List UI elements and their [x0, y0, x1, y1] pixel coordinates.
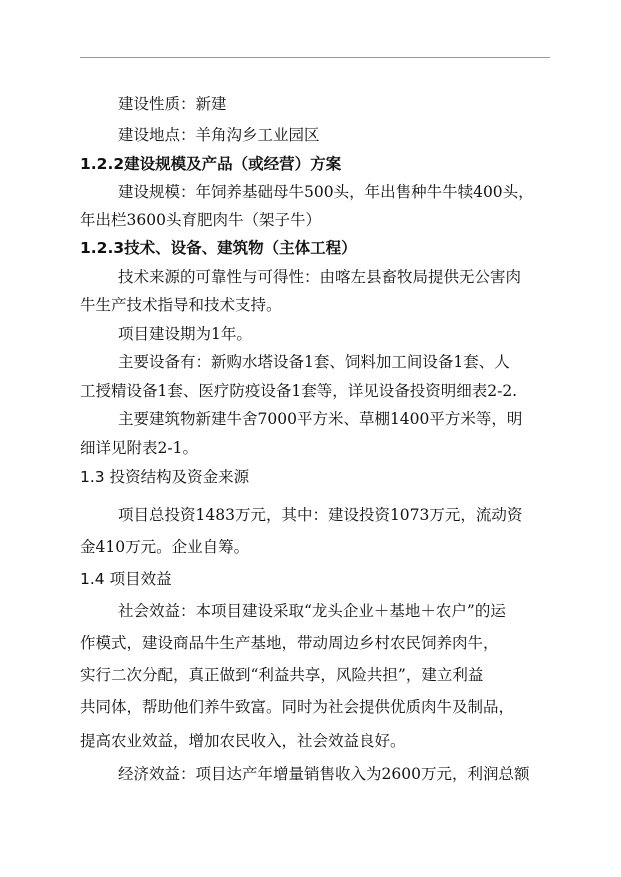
text-line: 项目建设期为1年。 [118, 325, 252, 343]
text-line: 工授精设备1套、医疗防疫设备1套等，详见设备投资明细表2-2. [80, 382, 518, 400]
section-heading: 1.3 投资结构及资金来源 [80, 468, 250, 486]
text-line: 建设地点：羊角沟乡工业园区 [118, 126, 320, 144]
text-line: 项目总投资1483万元，其中：建设投资1073万元，流动资 [118, 506, 523, 524]
text-line: 经济效益：项目达产年增量销售收入为2600万元，利润总额 [118, 765, 530, 783]
section-heading: 1.4 项目效益 [80, 570, 172, 588]
text-line: 建设规模：年饲养基础母牛500头，年出售种牛牛犊400头， [118, 183, 534, 201]
text-line: 金410万元。企业自筹。 [80, 538, 250, 556]
text-line: 主要建筑物新建牛舍7000平方米、草棚1400平方米等，明 [118, 410, 523, 428]
section-heading: 1.2.2建设规模及产品（或经营）方案 [80, 155, 342, 173]
header-rule [80, 57, 550, 58]
text-line: 共同体，帮助他们养牛致富。同时为社会提供优质肉牛及制品， [80, 698, 515, 716]
text-line: 主要设备有：新购水塔设备1套、饲料加工间设备1套、人 [118, 353, 510, 371]
text-line: 年出栏3600头育肥肉牛（架子牛） [80, 211, 321, 229]
text-line: 作模式，建设商品牛生产基地，带动周边乡村农民饲养肉牛， [80, 634, 499, 652]
text-line: 技术来源的可靠性与可得性：由喀左县畜牧局提供无公害肉 [118, 268, 522, 286]
text-line: 牛生产技术指导和技术支持。 [80, 296, 282, 314]
section-heading: 1.2.3技术、设备、建筑物（主体工程） [80, 239, 357, 257]
text-line: 建设性质：新建 [118, 95, 227, 113]
text-line: 社会效益：本项目建设采取“龙头企业＋基地＋农户”的运 [118, 602, 506, 620]
text-line: 实行二次分配，真正做到“利益共享，风险共担”，建立利益 [80, 666, 484, 684]
text-line: 提高农业效益，增加农民收入，社会效益良好。 [80, 732, 406, 750]
text-line: 细详见附表2-1。 [80, 439, 198, 457]
